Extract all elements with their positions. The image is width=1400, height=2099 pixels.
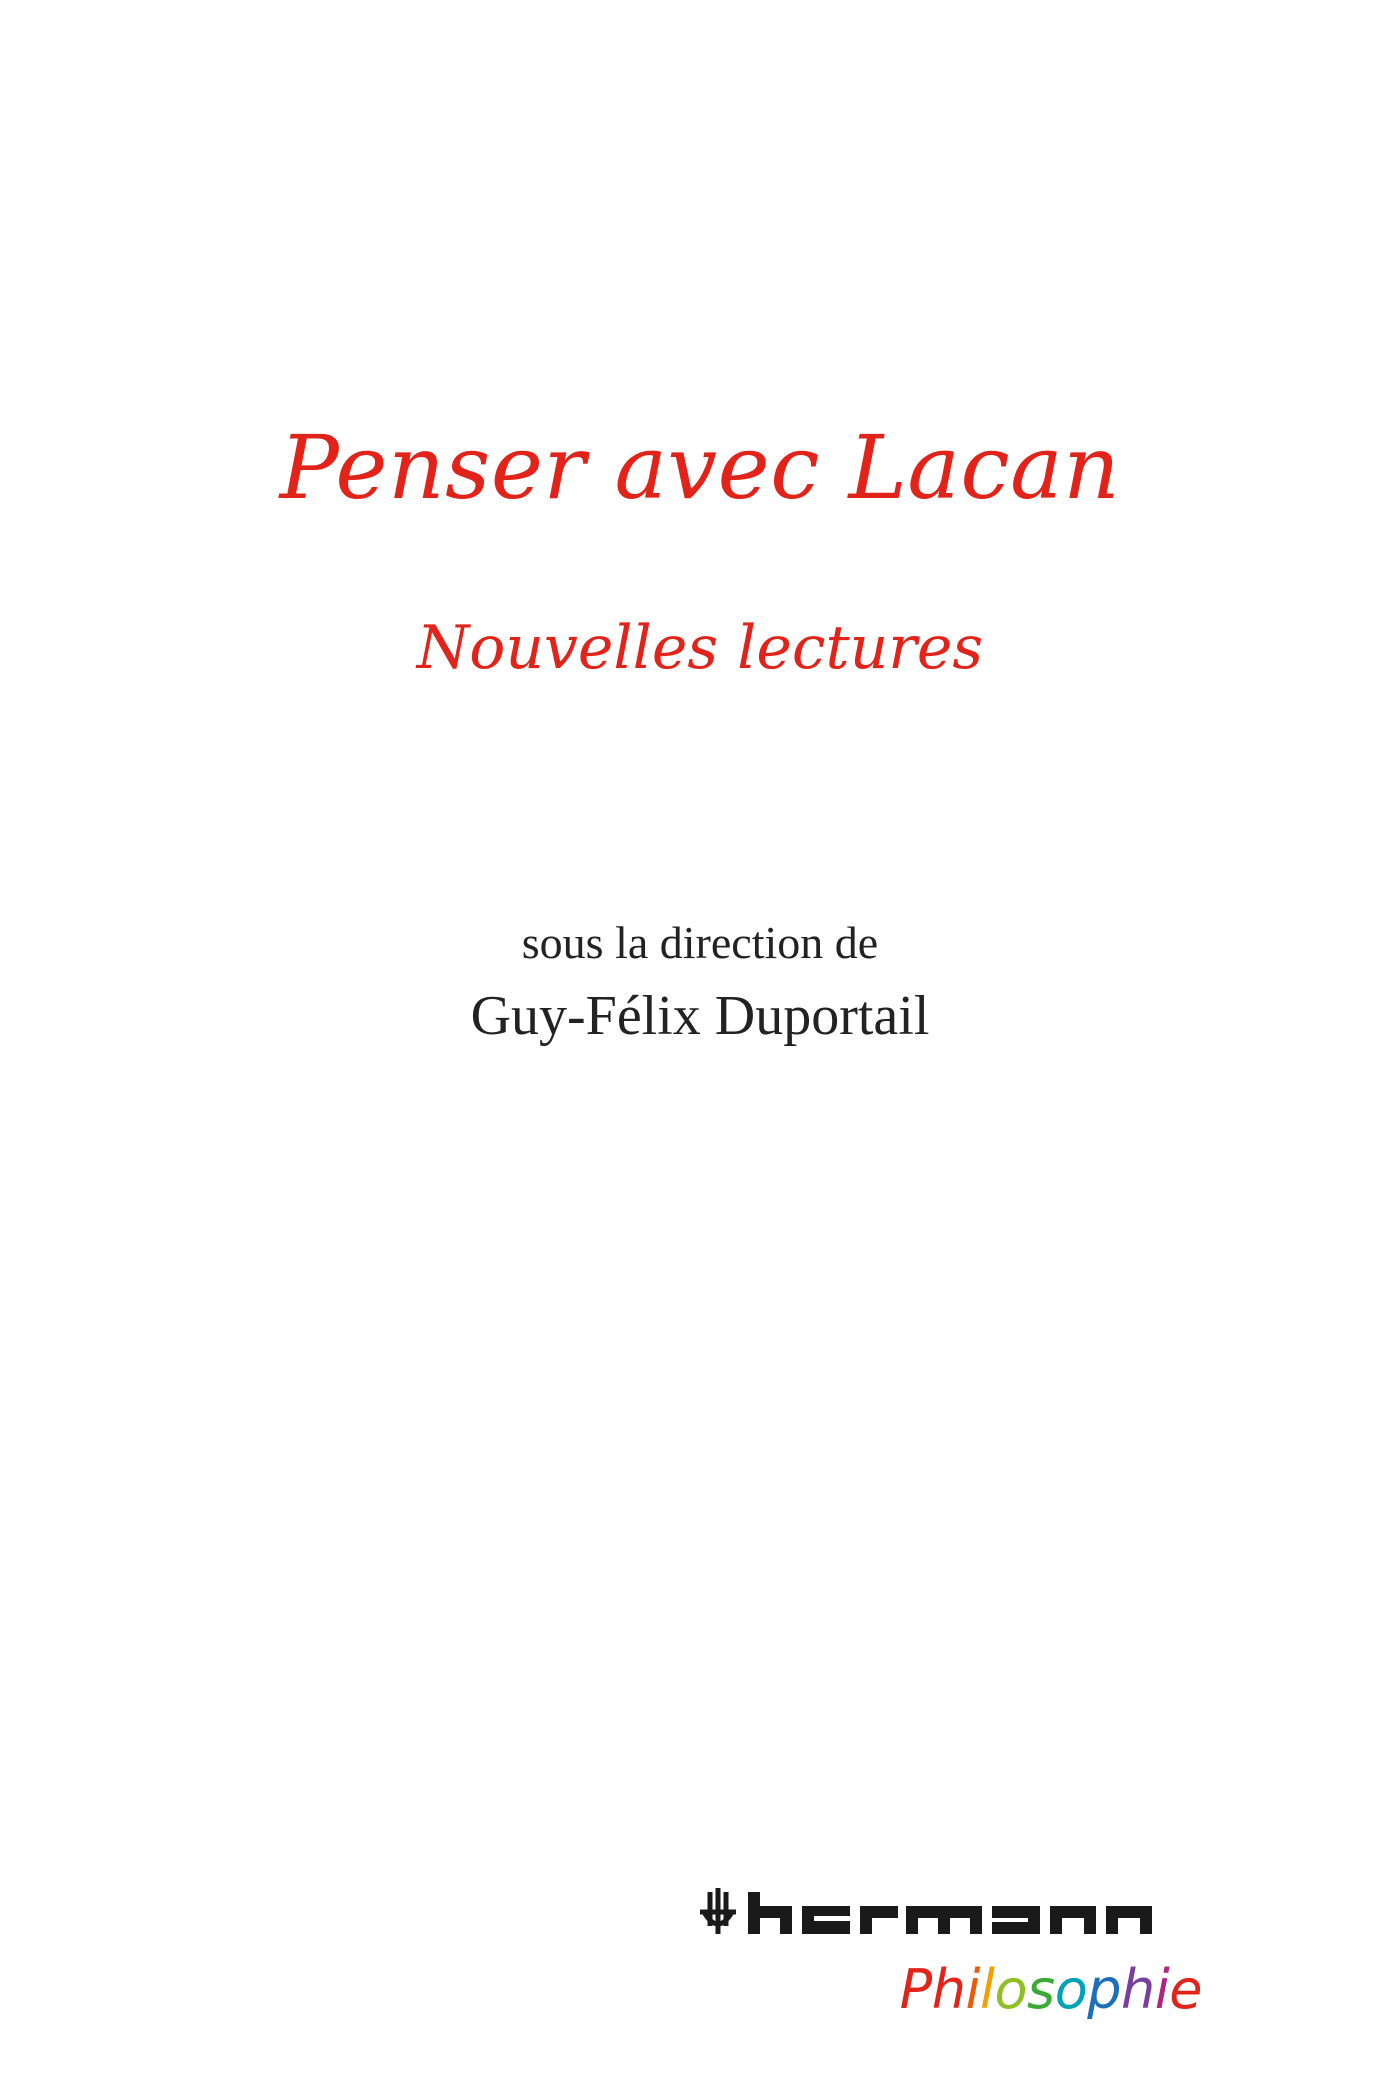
collection-letter: s (1027, 1958, 1055, 2021)
collection-letter: P (899, 1958, 932, 2021)
collection-letter: h (931, 1958, 966, 2021)
collection-letter: l (979, 1958, 995, 2021)
collection-letter: h (1121, 1958, 1155, 2021)
collection-letter: p (1087, 1958, 1122, 2021)
collection-letter: i (1154, 1958, 1170, 2021)
direction-line: sous la direction de (521, 917, 879, 968)
collection-letter: e (1169, 1958, 1202, 2021)
editor-name: Guy-Félix Duportail (470, 985, 930, 1047)
collection-letter: o (1054, 1958, 1088, 2021)
book-subtitle: Nouvelles lectures (416, 613, 984, 683)
publisher-logo (698, 1886, 1198, 1946)
collection-letter: o (994, 1958, 1028, 2021)
collection-letter: i (965, 1958, 980, 2021)
book-title: Penser avec Lacan (279, 416, 1121, 519)
collection-name (900, 1958, 1202, 2022)
hermann-h-emblem-icon (698, 1886, 1198, 1946)
